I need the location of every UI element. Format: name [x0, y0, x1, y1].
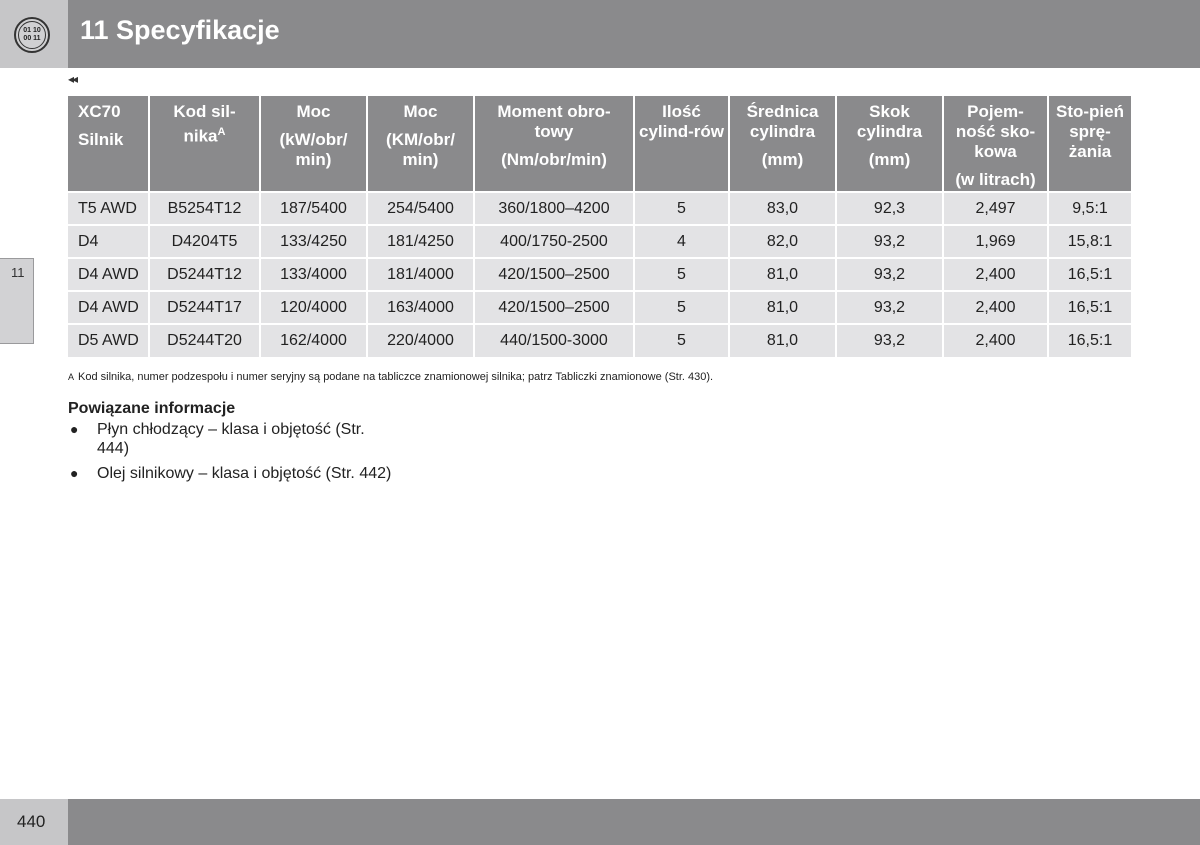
cell-model: D4 AWD: [68, 258, 149, 291]
cell-compression: 16,5:1: [1048, 258, 1131, 291]
col-header-displacement-sub: (w litrach): [955, 170, 1036, 189]
page-number: 440: [17, 812, 46, 831]
cell-stroke: 93,2: [836, 258, 943, 291]
related-item-engine-oil[interactable]: [68, 464, 397, 483]
related-info-list: [68, 420, 397, 489]
col-header-power-kw: [260, 96, 367, 192]
page-footer: [0, 799, 1200, 845]
cell-stroke: 93,2: [836, 291, 943, 324]
cell-cylinders: 5: [634, 192, 729, 225]
table-footnote: [68, 371, 713, 383]
col-header-engine-code-sup: A: [217, 126, 226, 138]
cell-displacement: 2,497: [943, 192, 1048, 225]
cell-bore: 83,0: [729, 192, 836, 225]
related-info-title: Powiązane informacje: [68, 400, 236, 417]
cell-power-hp: 181/4250: [367, 225, 474, 258]
cell-model: D4: [68, 225, 149, 258]
col-header-power-hp-label: Moc: [403, 102, 438, 121]
col-header-stroke-label: Skok cylindra: [856, 102, 923, 141]
cell-torque: 420/1500–2500: [474, 291, 634, 324]
footnote-mark: A: [68, 372, 75, 382]
page-title: 11 Specyfikacje: [80, 15, 280, 45]
cell-model: T5 AWD: [68, 192, 149, 225]
cell-engine-code: D5244T12: [149, 258, 260, 291]
table-row: [68, 258, 1131, 291]
col-header-engine-code: [149, 96, 260, 192]
col-header-power-kw-sub: (kW/obr/ min): [279, 130, 348, 169]
col-header-model-label: XC70: [78, 102, 121, 121]
col-header-power-kw-label: Moc: [296, 102, 331, 121]
table-row: [68, 192, 1131, 225]
col-header-bore: [729, 96, 836, 192]
cell-engine-code: D4204T5: [149, 225, 260, 258]
cell-cylinders: 5: [634, 258, 729, 291]
cell-model: D4 AWD: [68, 291, 149, 324]
cell-cylinders: 5: [634, 291, 729, 324]
cell-bore: 82,0: [729, 225, 836, 258]
bullet-icon: ●: [70, 465, 79, 481]
cell-cylinders: 5: [634, 324, 729, 357]
related-item-coolant[interactable]: [68, 420, 397, 458]
col-header-displacement-label: Pojem-ność sko-kowa: [955, 102, 1036, 161]
col-header-stroke-sub: (mm): [868, 150, 911, 169]
cell-power-hp: 254/5400: [367, 192, 474, 225]
cell-torque: 440/1500-3000: [474, 324, 634, 357]
cell-torque: 420/1500–2500: [474, 258, 634, 291]
chapter-side-tab[interactable]: [0, 258, 34, 344]
footnote-text: Kod silnika, numer podzespołu i numer seryjny są podane na tabliczce znamionowej silnika; patrz Tabliczki znamionowe (Str. 430).: [78, 371, 714, 383]
cell-cylinders: 4: [634, 225, 729, 258]
cell-power-kw: 120/4000: [260, 291, 367, 324]
cell-displacement: 2,400: [943, 258, 1048, 291]
cell-displacement: 1,969: [943, 225, 1048, 258]
col-header-bore-sub: (mm): [761, 150, 804, 169]
bullet-icon: ●: [70, 421, 79, 437]
col-header-model-sub: Silnik: [78, 130, 124, 149]
cell-power-hp: 220/4000: [367, 324, 474, 357]
table-row: [68, 324, 1131, 357]
col-header-torque-sub: (Nm/obr/min): [501, 150, 607, 169]
col-header-power-hp: [367, 96, 474, 192]
chapter-side-tab-label: 11: [11, 265, 25, 280]
cell-bore: 81,0: [729, 258, 836, 291]
cell-power-kw: 133/4250: [260, 225, 367, 258]
col-header-torque-label: Moment obro-towy: [497, 102, 611, 141]
cell-torque: 400/1750-2500: [474, 225, 634, 258]
cell-stroke: 93,2: [836, 324, 943, 357]
chapter-icon-line-1: 01 10: [23, 27, 41, 34]
cell-stroke: 93,2: [836, 225, 943, 258]
col-header-compression: [1048, 96, 1131, 192]
related-item-label: Płyn chłodzący – klasa i objętość (Str. 444): [97, 421, 365, 457]
cell-power-kw: 133/4000: [260, 258, 367, 291]
col-header-model: [68, 96, 149, 192]
col-header-power-hp-sub: (KM/obr/ min): [386, 130, 455, 169]
cell-engine-code: D5244T17: [149, 291, 260, 324]
cell-displacement: 2,400: [943, 291, 1048, 324]
cell-displacement: 2,400: [943, 324, 1048, 357]
cell-model: D5 AWD: [68, 324, 149, 357]
col-header-compression-label: Sto-pień sprę-żania: [1056, 102, 1124, 161]
cell-bore: 81,0: [729, 291, 836, 324]
col-header-bore-label: Średnica cylindra: [746, 102, 819, 141]
cell-power-hp: 163/4000: [367, 291, 474, 324]
chapter-icon: [14, 17, 50, 53]
col-header-torque: [474, 96, 634, 192]
cell-engine-code: B5254T12: [149, 192, 260, 225]
back-arrows-icon[interactable]: ◂◂: [68, 72, 77, 86]
related-item-label: Olej silnikowy – klasa i objętość (Str. 442): [97, 465, 392, 482]
cell-power-kw: 187/5400: [260, 192, 367, 225]
cell-power-kw: 162/4000: [260, 324, 367, 357]
cell-compression: 16,5:1: [1048, 291, 1131, 324]
table-row: [68, 291, 1131, 324]
col-header-stroke: [836, 96, 943, 192]
cell-engine-code: D5244T20: [149, 324, 260, 357]
col-header-cylinders: [634, 96, 729, 192]
table-header-row: [68, 96, 1131, 192]
cell-compression: 16,5:1: [1048, 324, 1131, 357]
table-row: [68, 225, 1131, 258]
chapter-icon-line-2: 00 11: [23, 35, 41, 42]
engine-spec-table: [68, 96, 1131, 357]
cell-power-hp: 181/4000: [367, 258, 474, 291]
col-header-displacement: [943, 96, 1048, 192]
col-header-cylinders-label: Ilość cylind-rów: [639, 102, 725, 141]
cell-stroke: 92,3: [836, 192, 943, 225]
cell-compression: 9,5:1: [1048, 192, 1131, 225]
cell-bore: 81,0: [729, 324, 836, 357]
cell-compression: 15,8:1: [1048, 225, 1131, 258]
col-header-engine-code-label: Kod sil-nika: [173, 102, 236, 146]
cell-torque: 360/1800–4200: [474, 192, 634, 225]
